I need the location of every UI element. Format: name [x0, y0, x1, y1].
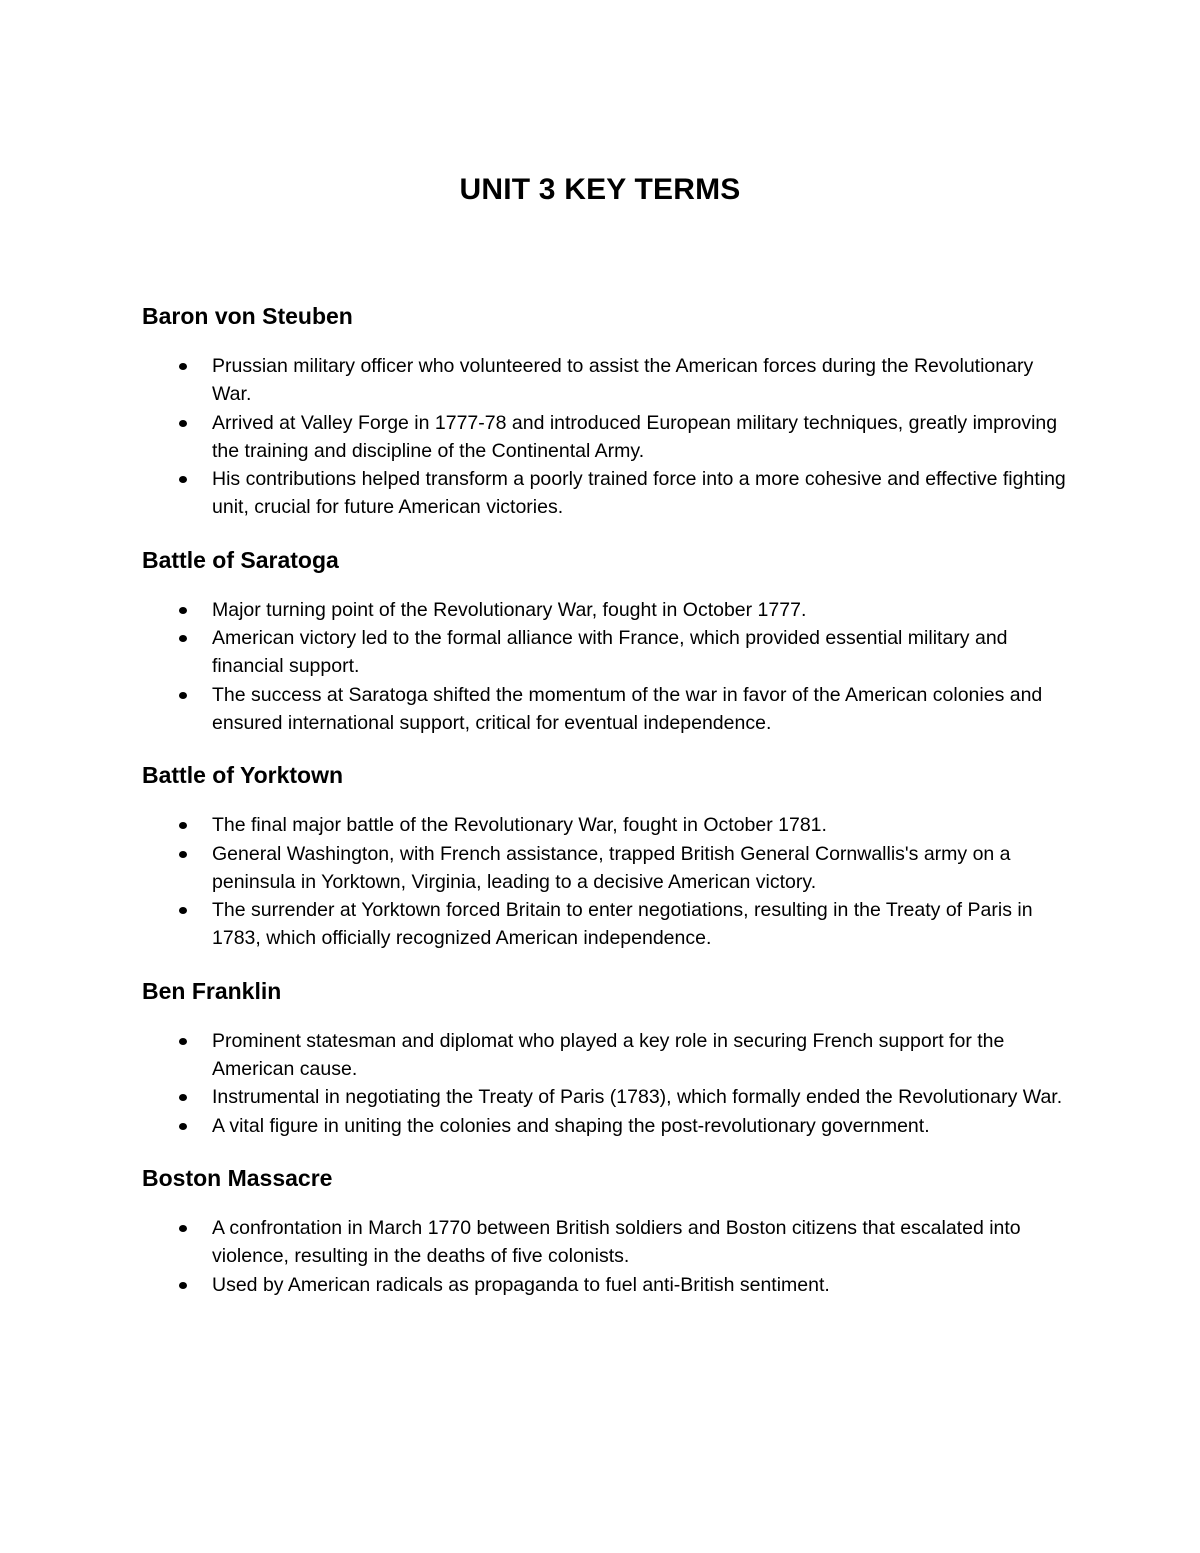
list-item-text: Instrumental in negotiating the Treaty of Paris (1783), which formally ended the Revolutionary War.	[212, 1086, 1063, 1109]
list-item-text: The success at Saratoga shifted the momentum of the war in favor of the American colonies and ensured international support, critical for eventual independence.	[212, 683, 1043, 734]
list-item	[142, 681, 1072, 738]
section-heading: Battle of Saratoga	[142, 546, 339, 573]
page-title: UNIT 3 KEY TERMS	[459, 173, 741, 206]
list-item	[142, 352, 1072, 409]
list-item	[142, 1214, 1072, 1271]
list-item	[142, 465, 1072, 522]
list-item	[142, 409, 1072, 466]
bullet-icon	[179, 851, 187, 858]
list-item	[142, 1271, 1072, 1299]
list-item	[142, 1112, 1072, 1140]
section-ben-franklin	[142, 973, 1072, 1140]
bullet-icon	[179, 907, 187, 914]
list-item	[142, 596, 1072, 624]
list-item	[142, 1083, 1072, 1111]
list-item-text: American victory led to the formal alliance with France, which provided essential military and financial support.	[212, 627, 1008, 678]
list-item-text: The surrender at Yorktown forced Britain to enter negotiations, resulting in the Treaty of Paris in 1783, which officially recognized American independence.	[212, 899, 1033, 950]
list-item-text: Major turning point of the Revolutionary War, fought in October 1777.	[212, 598, 807, 621]
list-item-text: The final major battle of the Revolutionary War, fought in October 1781.	[212, 814, 827, 837]
section-battle-of-yorktown	[142, 757, 1072, 952]
list-item-text: General Washington, with French assistance, trapped British General Cornwallis's army on a peninsula in Yorktown, Virginia, leading to a decisive American victory.	[212, 842, 1011, 893]
list-item-text: Prussian military officer who volunteered to assist the American forces during the Revolutionary War.	[212, 355, 1034, 406]
section-heading: Baron von Steuben	[142, 303, 353, 329]
section-boston-massacre	[142, 1160, 1072, 1299]
section-heading: Boston Massacre	[142, 1164, 333, 1191]
bullet-icon	[179, 1225, 187, 1232]
section-heading: Battle of Yorktown	[142, 762, 344, 789]
bullet-icon	[179, 1123, 187, 1130]
list-item-text: Arrived at Valley Forge in 1777-78 and introduced European military techniques, greatly improving the training and discipline of the Continental Army.	[212, 411, 1058, 462]
list-item	[142, 1027, 1072, 1084]
list-item-text: Used by American radicals as propaganda to fuel anti-British sentiment.	[212, 1273, 830, 1296]
list-item	[142, 896, 1072, 953]
bullet-icon	[179, 822, 187, 829]
key-terms-list	[142, 298, 1072, 1319]
bullet-icon	[179, 363, 187, 370]
list-item-text: A vital figure in uniting the colonies and shaping the post-revolutionary government.	[212, 1114, 930, 1137]
list-item-text: His contributions helped transform a poorly trained force into a more cohesive and effective fighting unit, crucial for future American victories.	[212, 468, 1066, 519]
bullet-icon	[179, 1282, 187, 1289]
list-item-text: Prominent statesman and diplomat who played a key role in securing French support for the American cause.	[212, 1029, 1005, 1081]
bullet-icon	[179, 635, 187, 642]
list-item	[142, 840, 1072, 897]
list-item	[142, 624, 1072, 681]
bullet-icon	[179, 1038, 187, 1045]
section-baron-von-steuben	[142, 298, 1072, 522]
list-item-text: A confrontation in March 1770 between British soldiers and Boston citizens that escalated into violence, resulting in the deaths of five colonists.	[212, 1216, 1021, 1268]
section-battle-of-saratoga	[142, 542, 1072, 737]
bullet-list	[142, 352, 1072, 522]
bullet-icon	[179, 420, 187, 427]
list-item	[142, 811, 1072, 839]
bullet-list	[142, 1214, 1072, 1299]
bullet-list	[142, 596, 1072, 737]
bullet-list	[142, 1027, 1072, 1140]
section-heading: Ben Franklin	[142, 977, 282, 1004]
bullet-icon	[179, 1094, 187, 1101]
bullet-icon	[179, 692, 187, 699]
bullet-icon	[179, 607, 187, 614]
bullet-list	[142, 811, 1072, 952]
bullet-icon	[179, 476, 187, 483]
